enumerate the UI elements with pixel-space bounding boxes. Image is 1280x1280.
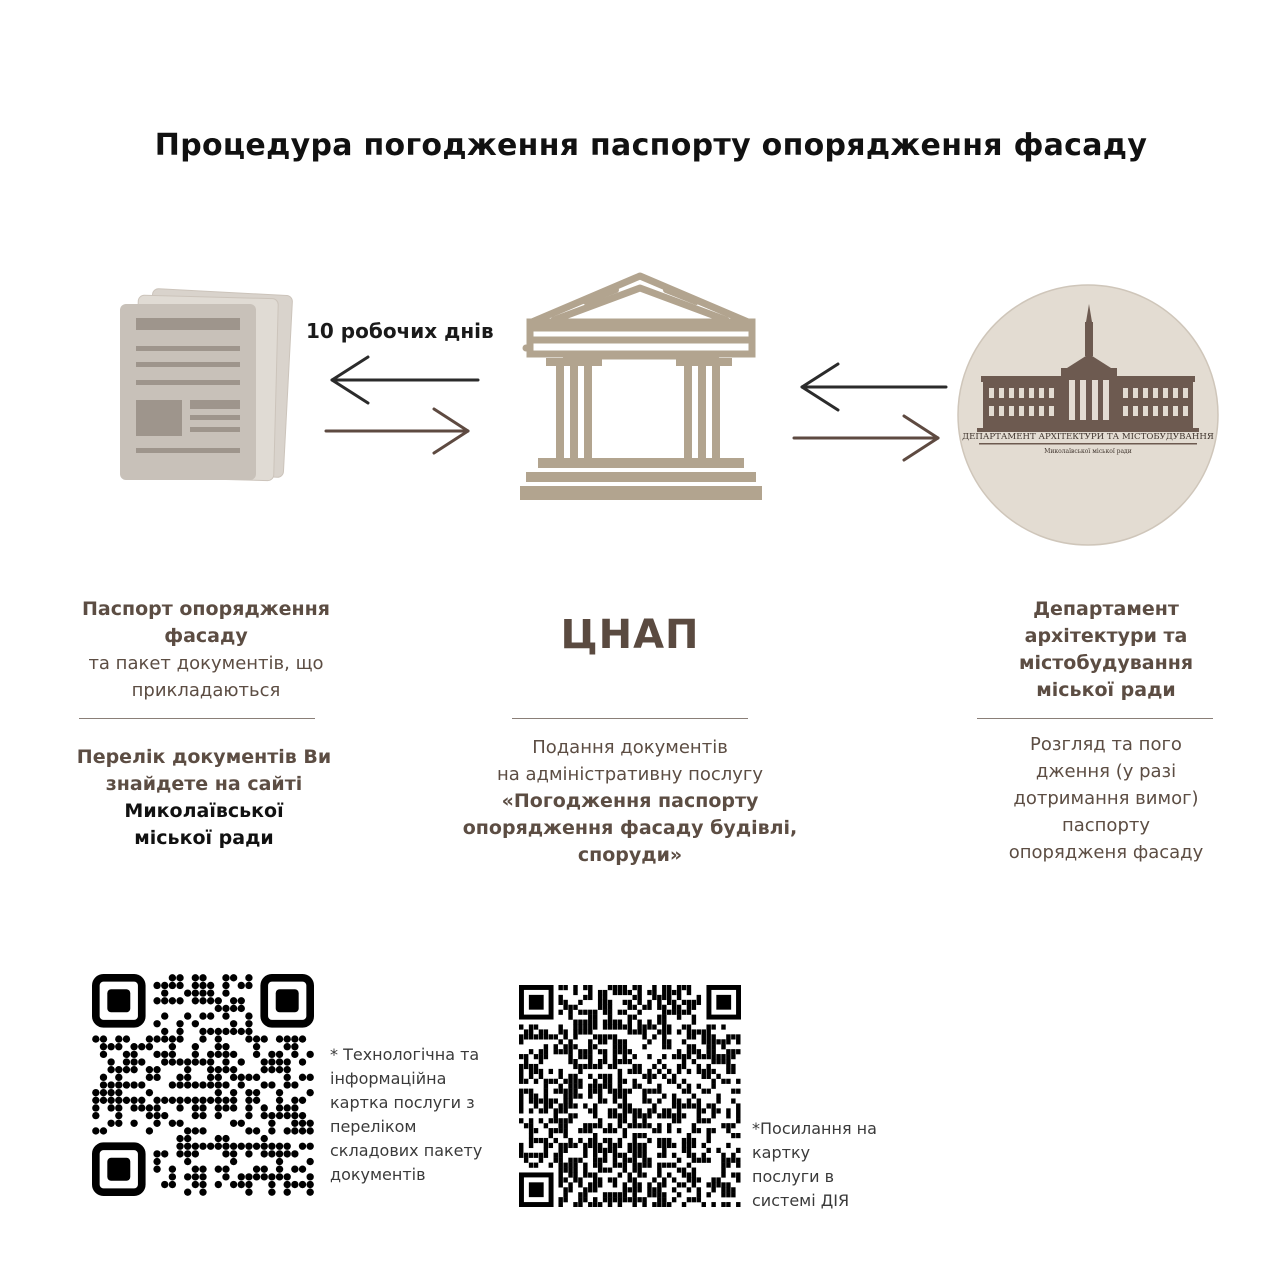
arrow-left-icon	[332, 357, 478, 403]
arrow-right-icon	[326, 409, 468, 453]
qr-code-diia-link[interactable]	[519, 985, 741, 1211]
documents-list-note: Перелік документів Ви знайдете на сайті	[76, 746, 332, 795]
mykolaiv-council-link[interactable]: Миколаївської міської ради	[124, 800, 284, 849]
left-divider	[79, 718, 315, 719]
government-building-icon	[516, 270, 766, 509]
department-review-text: Розгляд та пого дження (у разі дотримання вимог) паспорту опорядженя фасаду	[1008, 734, 1204, 863]
right-divider	[977, 718, 1213, 719]
qr-left-caption: * Технологічна та інформаційна картка послуги з переліком складових пакету документів	[330, 1045, 483, 1184]
left-column	[56, 596, 356, 704]
page-title: Процедура погодження паспорту опорядження фасаду	[154, 128, 1148, 163]
left-note	[46, 744, 362, 852]
documents-icon	[118, 288, 293, 492]
passport-heading: Паспорт опорядження фасаду	[81, 598, 331, 647]
arrow-right-icon	[794, 416, 938, 460]
svg-text:ДЕПАРТАМЕНТ АРХІТЕКТУРИ ТА МІС: ДЕПАРТАМЕНТ АРХІТЕКТУРИ ТА МІСТОБУДУВАННЯ	[962, 432, 1214, 442]
submission-line2: на адміністративну послугу	[496, 764, 764, 785]
left-exchange-arrows	[322, 355, 482, 469]
cnap-heading: ЦНАП	[560, 612, 700, 658]
center-description	[430, 734, 830, 869]
department-heading: Департамент архітектури та містобудування міської ради	[1018, 598, 1194, 701]
qr-code-service-card[interactable]	[92, 974, 314, 1200]
right-column	[986, 596, 1226, 704]
right-description	[986, 731, 1226, 866]
right-exchange-arrows	[790, 360, 950, 474]
qr-right-caption: *Посилання на картку послуги в системі ДІЯ	[752, 1119, 877, 1210]
passport-subtitle: та пакет документів, що прикладаються	[88, 653, 324, 701]
submission-line1: Подання документів	[532, 737, 728, 758]
center-divider	[512, 718, 748, 719]
service-name: «Погодження паспорту опорядження фасаду будівлі, споруди»	[462, 790, 798, 866]
arrow-left-icon	[802, 364, 946, 410]
processing-time-label: 10 робочих днів	[306, 319, 494, 343]
department-logo	[957, 284, 1219, 550]
svg-text:Миколаївської міської ради: Миколаївської міської ради	[1044, 448, 1132, 455]
